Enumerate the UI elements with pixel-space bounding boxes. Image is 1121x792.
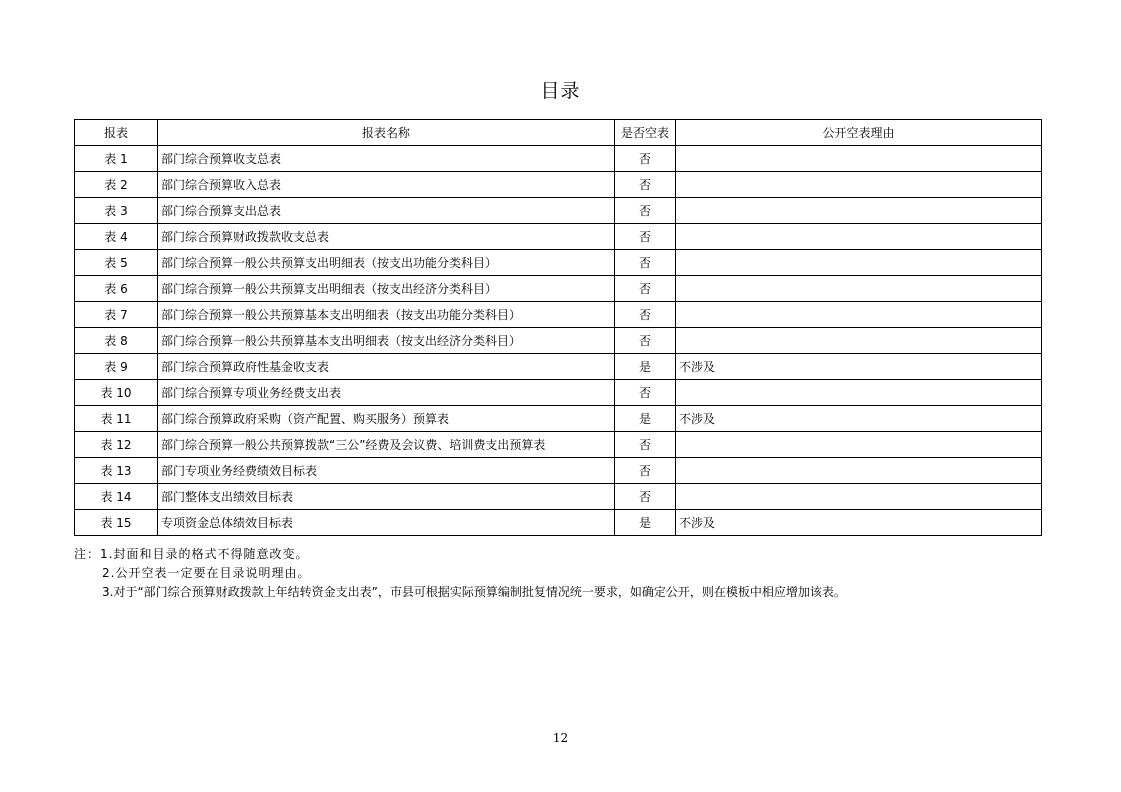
report-no-cell: 表 2 bbox=[75, 172, 158, 198]
report-no-cell: 表 8 bbox=[75, 328, 158, 354]
note-item bbox=[74, 583, 846, 602]
is-empty-cell: 否 bbox=[615, 172, 676, 198]
is-empty-cell: 否 bbox=[615, 432, 676, 458]
table-row bbox=[75, 510, 1042, 536]
table-row bbox=[75, 276, 1042, 302]
table-row bbox=[75, 146, 1042, 172]
report-no-cell: 表 15 bbox=[75, 510, 158, 536]
note-item bbox=[74, 545, 846, 564]
is-empty-cell: 否 bbox=[615, 250, 676, 276]
is-empty-cell: 否 bbox=[615, 380, 676, 406]
report-name-cell: 部门综合预算政府性基金收支表 bbox=[158, 354, 615, 380]
empty-reason-cell bbox=[676, 250, 1042, 276]
report-no-cell: 表 4 bbox=[75, 224, 158, 250]
table-row bbox=[75, 380, 1042, 406]
table-row bbox=[75, 458, 1042, 484]
empty-reason-cell bbox=[676, 484, 1042, 510]
empty-reason-cell bbox=[676, 198, 1042, 224]
is-empty-cell: 是 bbox=[615, 354, 676, 380]
report-no-cell: 表 14 bbox=[75, 484, 158, 510]
page-number: 12 bbox=[552, 731, 569, 745]
empty-reason-cell bbox=[676, 458, 1042, 484]
empty-reason-cell bbox=[676, 172, 1042, 198]
is-empty-cell: 是 bbox=[615, 406, 676, 432]
note-text: 3.对于“部门综合预算财政拨款上年结转资金支出表”，市县可根据实际预算编制批复情况统一要求，如确定公开，则在模板中相应增加该表。 bbox=[102, 585, 846, 599]
report-name-cell: 部门综合预算一般公共预算拨款“三公”经费及会议费、培训费支出预算表 bbox=[158, 432, 615, 458]
report-no-cell: 表 10 bbox=[75, 380, 158, 406]
is-empty-cell: 否 bbox=[615, 302, 676, 328]
report-no-cell: 表 9 bbox=[75, 354, 158, 380]
table-row bbox=[75, 432, 1042, 458]
note-item bbox=[74, 564, 846, 583]
header-is-empty: 是否空表 bbox=[615, 120, 676, 146]
report-name-cell: 部门专项业务经费绩效目标表 bbox=[158, 458, 615, 484]
empty-reason-cell bbox=[676, 302, 1042, 328]
table-row bbox=[75, 328, 1042, 354]
report-name-cell: 部门综合预算政府采购（资产配置、购买服务）预算表 bbox=[158, 406, 615, 432]
empty-reason-cell bbox=[676, 224, 1042, 250]
empty-reason-cell bbox=[676, 328, 1042, 354]
report-no-cell: 表 11 bbox=[75, 406, 158, 432]
is-empty-cell: 否 bbox=[615, 328, 676, 354]
note-text: 2.公开空表一定要在目录说明理由。 bbox=[102, 566, 311, 580]
report-no-cell: 表 1 bbox=[75, 146, 158, 172]
is-empty-cell: 否 bbox=[615, 276, 676, 302]
header-report-name: 报表名称 bbox=[158, 120, 615, 146]
table-row bbox=[75, 198, 1042, 224]
empty-reason-cell: 不涉及 bbox=[676, 510, 1042, 536]
table-row bbox=[75, 224, 1042, 250]
report-index-table bbox=[74, 119, 1042, 536]
is-empty-cell: 否 bbox=[615, 146, 676, 172]
empty-reason-cell bbox=[676, 432, 1042, 458]
empty-reason-cell: 不涉及 bbox=[676, 406, 1042, 432]
table-body bbox=[75, 146, 1042, 536]
report-no-cell: 表 7 bbox=[75, 302, 158, 328]
table-row bbox=[75, 172, 1042, 198]
table-header-row bbox=[75, 120, 1042, 146]
report-name-cell: 部门综合预算收支总表 bbox=[158, 146, 615, 172]
empty-reason-cell bbox=[676, 146, 1042, 172]
notes-prefix: 注： bbox=[74, 547, 101, 561]
report-name-cell: 部门综合预算收入总表 bbox=[158, 172, 615, 198]
report-name-cell: 部门综合预算支出总表 bbox=[158, 198, 615, 224]
report-no-cell: 表 12 bbox=[75, 432, 158, 458]
report-no-cell: 表 5 bbox=[75, 250, 158, 276]
is-empty-cell: 是 bbox=[615, 510, 676, 536]
table-row bbox=[75, 250, 1042, 276]
table-row bbox=[75, 354, 1042, 380]
report-no-cell: 表 6 bbox=[75, 276, 158, 302]
report-name-cell: 部门综合预算财政拨款收支总表 bbox=[158, 224, 615, 250]
empty-reason-cell bbox=[676, 276, 1042, 302]
report-name-cell: 部门综合预算一般公共预算基本支出明细表（按支出功能分类科目） bbox=[158, 302, 615, 328]
report-name-cell: 部门综合预算一般公共预算基本支出明细表（按支出经济分类科目） bbox=[158, 328, 615, 354]
empty-reason-cell: 不涉及 bbox=[676, 354, 1042, 380]
table-row bbox=[75, 484, 1042, 510]
report-no-cell: 表 3 bbox=[75, 198, 158, 224]
report-name-cell: 专项资金总体绩效目标表 bbox=[158, 510, 615, 536]
notes-section bbox=[74, 545, 846, 602]
report-no-cell: 表 13 bbox=[75, 458, 158, 484]
is-empty-cell: 否 bbox=[615, 198, 676, 224]
page-title: 目录 bbox=[540, 80, 581, 102]
report-name-cell: 部门综合预算一般公共预算支出明细表（按支出经济分类科目） bbox=[158, 276, 615, 302]
header-report-no: 报表 bbox=[75, 120, 158, 146]
is-empty-cell: 否 bbox=[615, 458, 676, 484]
is-empty-cell: 否 bbox=[615, 224, 676, 250]
report-name-cell: 部门综合预算一般公共预算支出明细表（按支出功能分类科目） bbox=[158, 250, 615, 276]
report-name-cell: 部门综合预算专项业务经费支出表 bbox=[158, 380, 615, 406]
header-empty-reason: 公开空表理由 bbox=[676, 120, 1042, 146]
is-empty-cell: 否 bbox=[615, 484, 676, 510]
report-name-cell: 部门整体支出绩效目标表 bbox=[158, 484, 615, 510]
table-row bbox=[75, 406, 1042, 432]
empty-reason-cell bbox=[676, 380, 1042, 406]
note-text: 1.封面和目录的格式不得随意改变。 bbox=[100, 547, 309, 561]
table-row bbox=[75, 302, 1042, 328]
